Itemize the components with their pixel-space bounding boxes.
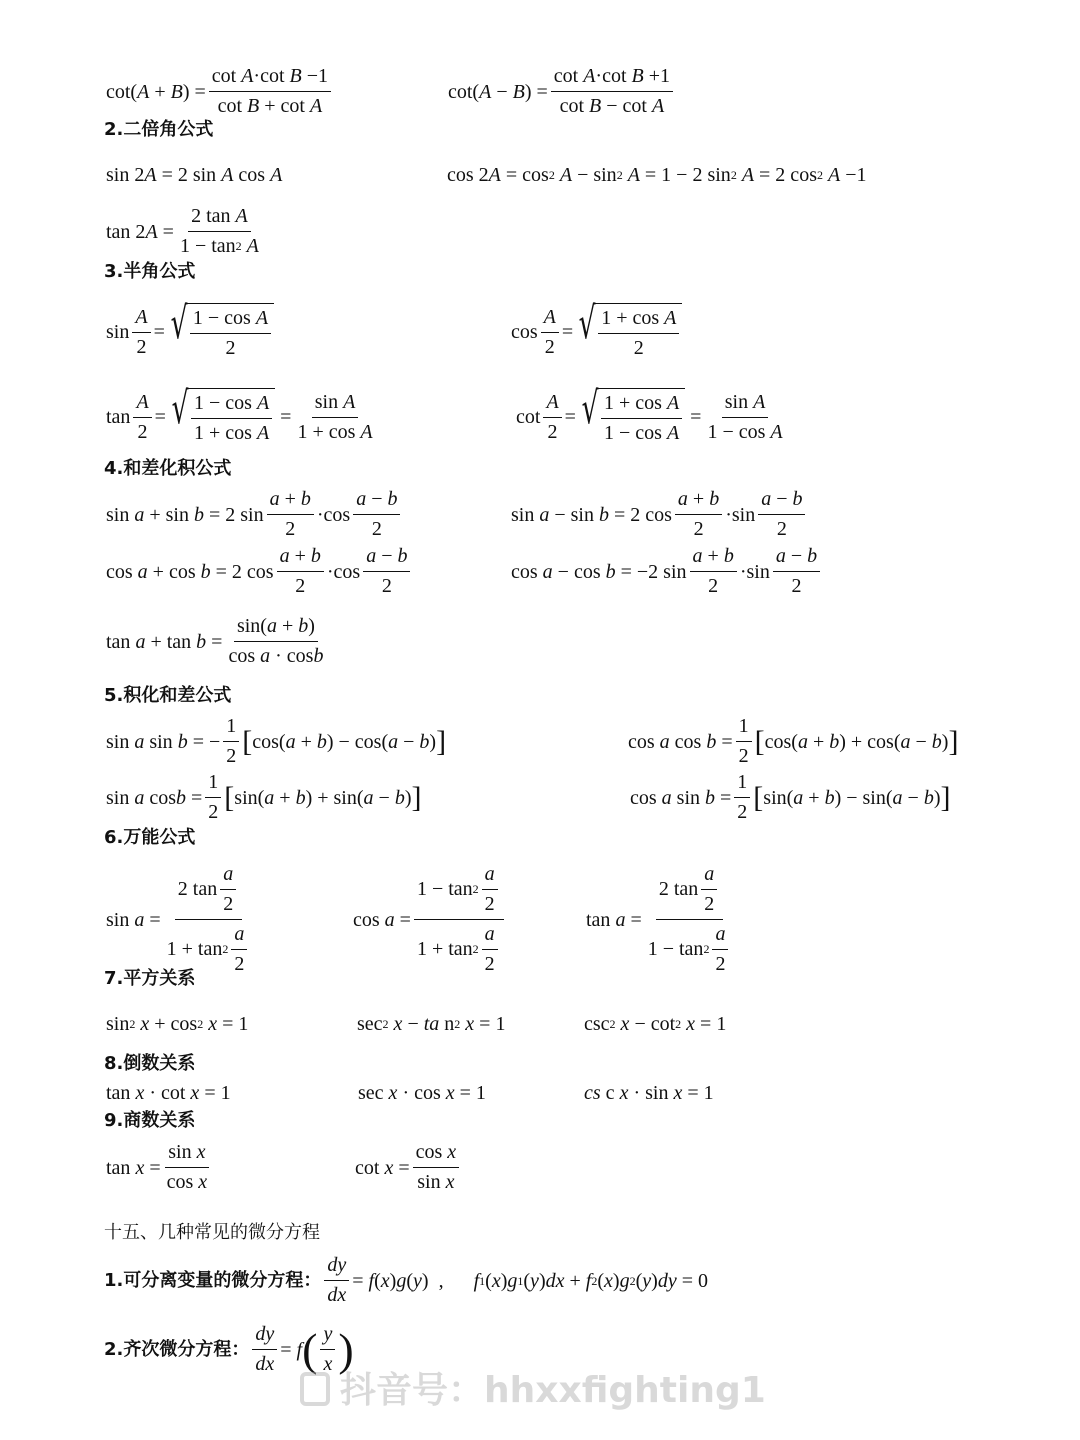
formula-reciprocal-1: tan x · cot x = 1 — [106, 1082, 231, 1104]
douyin-logo-icon — [300, 1372, 330, 1406]
formula-pythagorean-1: sin 2 x + cos 2 x = 1 — [106, 1013, 249, 1035]
chapter-heading-differential-equations: 十五、几种常见的微分方程 — [104, 1222, 320, 1243]
formula-sin-2a: sin 2 A = 2 sin A cos A — [106, 164, 283, 186]
formula-reciprocal-2: sec x · cos x = 1 — [358, 1082, 486, 1104]
formula-cos-half: cos $\frac{A}{2}$ = √ 1 + cos A 2 — [511, 303, 682, 361]
formula-sin-cos: sin a cos b = $\frac{1}{2}$ [ sin( a + b ) + sin( a − b ) ] — [106, 771, 422, 823]
formula-reciprocal-3: cs c x · sin x = 1 — [584, 1082, 714, 1104]
section-heading-double-angle: 2.二倍角公式 — [104, 119, 214, 140]
formula-cos-sin: cos a sin b = $\frac{1}{2}$ [ sin( a + b ) − sin( a − b ) ] — [630, 771, 951, 823]
formula-universal-sin: sin a = 2 tan $\frac{a}{2}$ 1 + tan 2 $\frac{a}{2}$ — [106, 862, 256, 977]
formula-sin-sin: sin a sin b = − $\frac{1}{2}$ [ cos( a + b ) − cos( a − b ) ] — [106, 715, 447, 767]
section-heading-sum-to-product: 4.和差化积公式 — [104, 458, 232, 479]
formula-cos-cos: cos a cos b = $\frac{1}{2}$ [ cos( a + b ) + cos( a − b ) ] — [628, 715, 959, 767]
section-heading-quotient: 9.商数关系 — [104, 1110, 196, 1131]
formula-cot-half: cot $\frac{A}{2}$ = √ 1 + cos A 1 − cos A = sin A 1 − cos A — [516, 383, 783, 444]
formula-tan-2a: tan 2 A = 2 tan A 1 − tan 2 A — [106, 205, 259, 257]
formula-universal-tan: tan a = 2 tan $\frac{a}{2}$ 1 − tan 2 $\frac{a}{2}$ — [586, 862, 737, 977]
homogeneous-de-row: 2.齐次微分方程： $\frac{dy}{dx}$ = f ( $\frac{y}{x}$ ) — [104, 1323, 354, 1375]
formula-cos-2a: cos 2 A = cos 2 A − sin 2 A = 1 − 2 sin 2 A = 2 cos 2 A −1 — [447, 164, 867, 186]
section-heading-half-angle: 3.半角公式 — [104, 261, 196, 282]
homogeneous-de-label: 2.齐次微分方程： — [104, 1338, 250, 1360]
formula-tan-half: tan $\frac{A}{2}$ = √ 1 − cos A 1 + cos A = sin A 1 + cos A — [106, 383, 373, 444]
formula-pythagorean-3: csc 2 x − cot 2 x = 1 — [584, 1013, 727, 1035]
section-heading-product-to-sum: 5.积化和差公式 — [104, 685, 232, 706]
section-heading-universal: 6.万能公式 — [104, 827, 196, 848]
watermark — [300, 1362, 766, 1413]
formula-sin-diff: sin a − sin b = 2 cos a + b 2 ·sin a − b 2 — [511, 487, 808, 542]
formula-sin-half: sin $\frac{A}{2}$ = √ 1 − cos A 2 — [106, 303, 274, 361]
formula-cos-diff: cos a − cos b = −2 sin a + b 2 ·sin a − b 2 — [511, 544, 823, 599]
formula-cot-diff: cot( A − B ) = cot A ·cot B +1 cot B − cot A — [448, 64, 676, 119]
formula-cot-sum: cot( A + B ) = cot A ·cot B −1 cot B + cot A — [106, 64, 334, 119]
separable-de-label: 1.可分离变量的微分方程： — [104, 1269, 322, 1291]
formula-cos-sum: cos a + cos b = 2 cos a + b 2 ·cos a − b 2 — [106, 544, 413, 599]
formula-pythagorean-2: sec 2 x − ta n 2 x = 1 — [357, 1013, 506, 1035]
watermark-text: 抖音号：hhxxfighting1 — [340, 1370, 766, 1411]
formula-quotient-tan: tan x = sin x cos x — [106, 1141, 208, 1193]
formula-universal-cos: cos a = 1 − tan 2 $\frac{a}{2}$ 1 + tan 2 $\frac{a}{2}$ — [353, 862, 507, 977]
separable-de-row: 1.可分离变量的微分方程： $\frac{dy}{dx}$ = f ( x ) g ( y ) , f 1 ( x ) g 1 ( y ) dx + f 2 ( x ) g 2 ( y ) dy = 0 — [104, 1254, 708, 1306]
formula-sin-sum: sin a + sin b = 2 sin a + b 2 ·cos a − b 2 — [106, 487, 403, 542]
formula-quotient-cot: cot x = cos x sin x — [355, 1140, 462, 1195]
section-heading-square-relations: 7.平方关系 — [104, 968, 196, 989]
section-heading-reciprocal: 8.倒数关系 — [104, 1053, 196, 1074]
formula-tan-sum: tan a + tan b = sin( a + b ) cos a · cos b — [106, 615, 324, 667]
